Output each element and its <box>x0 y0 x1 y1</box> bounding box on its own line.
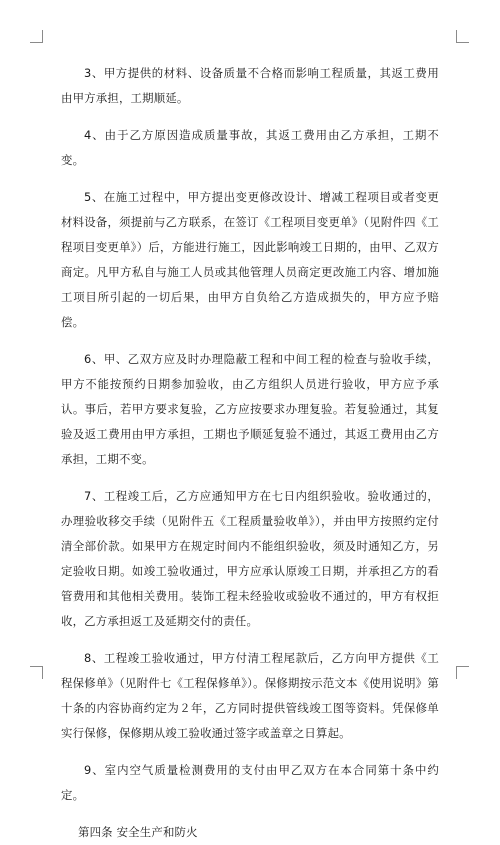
section-heading: 第四条 安全生产和防火 <box>78 825 198 839</box>
crop-mark-top-left <box>30 30 43 43</box>
crop-mark-top-right <box>456 30 469 43</box>
document-body <box>61 61 439 845</box>
clause-7-paragraph: 7、工程竣工后，乙方应通知甲方在七日内组织验收。验收通过的，办理验收移交手续（见附件五《工程质量验收单》），并由甲方按照约定付清全部价款。如果甲方在规定时间内不能组织验收，须及时通知乙方，另定验收日期。如竣工验收通过，甲方应承认原竣工日期，并承担乙方的看管费用和其他相关费用。装饰工程未经验收或验收不通过的，甲方有权拒收，乙方承担返工及延期交付的责任。 <box>61 489 439 628</box>
clause-4-paragraph: 4、由于乙方原因造成质量事故，其返工费用由乙方承担，工期不变。 <box>61 128 439 167</box>
clause-3-paragraph: 3、甲方提供的材料、设备质量不合格而影响工程质量，其返工费用由甲方承担，工期顺延。 <box>61 66 439 105</box>
clause-6-paragraph: 6、甲、乙双方应及时办理隐蔽工程和中间工程的检查与验收手续，甲方不能按预约日期参加验收，由乙方组织人员进行验收，甲方应予承认。事后，若甲方要求复验，乙方应按要求办理复验。若复验通过，其复验及返工费用由甲方承担，工期也予顺延复验不通过，其返工费用由乙方承担，工期不变。 <box>61 352 439 466</box>
clause-8-paragraph: 8、工程竣工验收通过，甲方付清工程尾款后，乙方向甲方提供《工程保修单》（见附件七《工程保修单》）。保修期按示范文本《使用说明》第十条的内容协商约定为２年，乙方同时提供管线竣工图等资料。凭保修单实行保修，保修期从竣工验收通过签字或盖章之日算起。 <box>61 651 439 740</box>
clause-9-paragraph: 9、室内空气质量检测费用的支付由甲乙双方在本合同第十条中约定。 <box>61 763 439 802</box>
clause-5-paragraph: 5、在施工过程中，甲方提出变更修改设计、增减工程项目或者变更材料设备，须提前与乙方联系，在签订《工程项目变更单》（见附件四《工程项目变更单》）后，方能进行施工，因此影响竣工日期的，由甲、乙双方商定。凡甲方私自与施工人员或其他管理人员商定更改施工内容、增加施工项目所引起的一切后果，由甲方自负给乙方造成损失的，甲方应予赔偿。 <box>61 190 439 329</box>
crop-mark-bottom-right <box>456 666 469 679</box>
crop-mark-bottom-left <box>30 666 43 679</box>
